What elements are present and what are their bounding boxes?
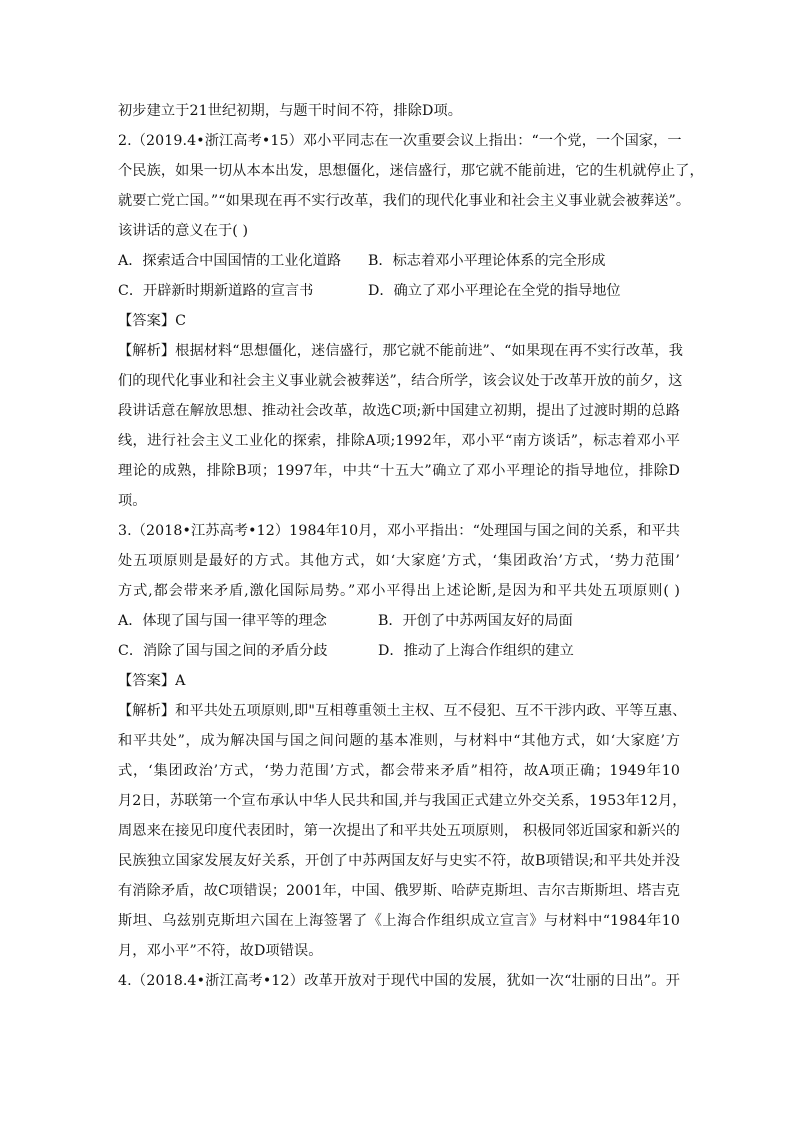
question-2-options-row xyxy=(118,276,680,306)
question-3-analysis-line: 月2日，苏联第一个宣布承认中华人民共和国,并与我国正式建立外交关系，1953年12月， xyxy=(118,793,687,809)
question-3-stem-line: 处五项原则是最好的方式。其他方式，如‘大家庭’方式，‘集团政治’方式，‘势力范围’ xyxy=(118,553,680,569)
question-3-analysis-line: 有消除矛盾，故C项错误；2001年，中国、俄罗斯、哈萨克斯坦、吉尔吉斯斯坦、塔吉克 xyxy=(118,883,680,899)
question-3-analysis-line: 式，‘集团政治’方式，‘势力范围’方式，都会带来矛盾”相符，故A项正确；1949年10 xyxy=(118,763,680,779)
question-3-options-row xyxy=(118,606,680,636)
question-3-options-row xyxy=(118,636,680,666)
option-a: A．体现了国与国一律平等的理念 xyxy=(118,613,327,629)
question-2-analysis-line: 段讲话意在解放思想、推动社会改革，故选C项;新中国建立初期，提出了过渡时期的总路 xyxy=(118,403,680,419)
document-page xyxy=(118,96,704,996)
question-3-analysis-line: 斯坦、乌兹别克斯坦六国在上海签署了《上海合作组织成立宣言》与材料中“1984年10 xyxy=(118,913,680,929)
question-3-answer: 【答案】A xyxy=(118,673,186,689)
option-a: A．探索适合中国国情的工业化道路 xyxy=(118,253,342,269)
question-2-analysis-line: 们的现代化事业和社会主义事业就会被葬送”，结合所学，该会议处于改革开放的前夕，这 xyxy=(118,373,683,389)
question-3-analysis-line: 民族独立国家发展友好关系，开创了中苏两国友好与史实不符，故B项错误;和平共处并没 xyxy=(118,853,680,869)
question-2-stem-line: 该讲话的意义在于( ) xyxy=(118,223,249,239)
question-2-analysis-line: 理论的成熟，排除B项；1997年，中共“十五大”确立了邓小平理论的指导地位，排除D xyxy=(118,463,680,479)
text-line: 初步建立于21世纪初期，与题干时间不符，排除D项。 xyxy=(118,103,463,119)
question-2-answer: 【答案】C xyxy=(118,313,187,329)
question-3-analysis-line: 和平共处”，成为解决国与国之间问题的基本准则，与材料中“其他方式，如‘大家庭’方 xyxy=(118,733,680,749)
option-b: B．标志着邓小平理论体系的完全形成 xyxy=(368,253,606,269)
option-d: D．确立了邓小平理论在全党的指导地位 xyxy=(368,283,621,299)
option-c: C．消除了国与国之间的矛盾分歧 xyxy=(118,643,328,659)
question-3-analysis-line: 【解析】和平共处五项原则,即"互相尊重领土主权、互不侵犯、互不干涉内政、平等互惠、 xyxy=(118,703,687,719)
question-2-stem-line: 就要亡党亡国。”“如果现在再不实行改革，我们的现代化事业和社会主义事业就会被葬送”。 xyxy=(118,193,691,209)
question-2-stem-line: 2.（2019.4•浙江高考•15）邓小平同志在一次重要会议上指出：“一个党，一个国家，一 xyxy=(118,133,682,149)
question-2-options-row xyxy=(118,246,680,276)
question-3-stem-line: 3.（2018•江苏高考•12）1984年10月，邓小平指出：“处理国与国之间的关系，和平共 xyxy=(118,523,680,539)
option-c: C．开辟新时期新道路的宣言书 xyxy=(118,283,314,299)
question-2-stem-line: 个民族，如果一切从本本出发，思想僵化，迷信盛行，那它就不能前进，它的生机就停止了， xyxy=(118,163,704,179)
question-2-analysis-line: 项。 xyxy=(118,493,147,509)
question-3-analysis-line: 月，邓小平”不符，故D项错误。 xyxy=(118,943,323,959)
question-3-analysis-line: 周恩来在接见印度代表团时，第一次提出了和平共处五项原则， 积极同邻近国家和新兴的 xyxy=(118,823,680,839)
option-d: D．推动了上海合作组织的建立 xyxy=(378,643,574,659)
option-b: B．开创了中苏两国友好的局面 xyxy=(378,613,573,629)
question-2-analysis-line: 线，进行社会主义工业化的探索，排除A项;1992年，邓小平“南方谈话”，标志着邓小平 xyxy=(118,433,680,449)
question-3-stem-line: 方式,都会带来矛盾,激化国际局势。”邓小平得出上述论断,是因为和平共处五项原则( ) xyxy=(118,583,680,599)
question-4-stem-line: 4.（2018.4•浙江高考•12）改革开放对于现代中国的发展，犹如一次“壮丽的日出”。开 xyxy=(118,973,680,989)
question-2-analysis-line: 【解析】根据材料“思想僵化，迷信盛行，那它就不能前进”、“如果现在再不实行改革，我 xyxy=(118,343,683,359)
